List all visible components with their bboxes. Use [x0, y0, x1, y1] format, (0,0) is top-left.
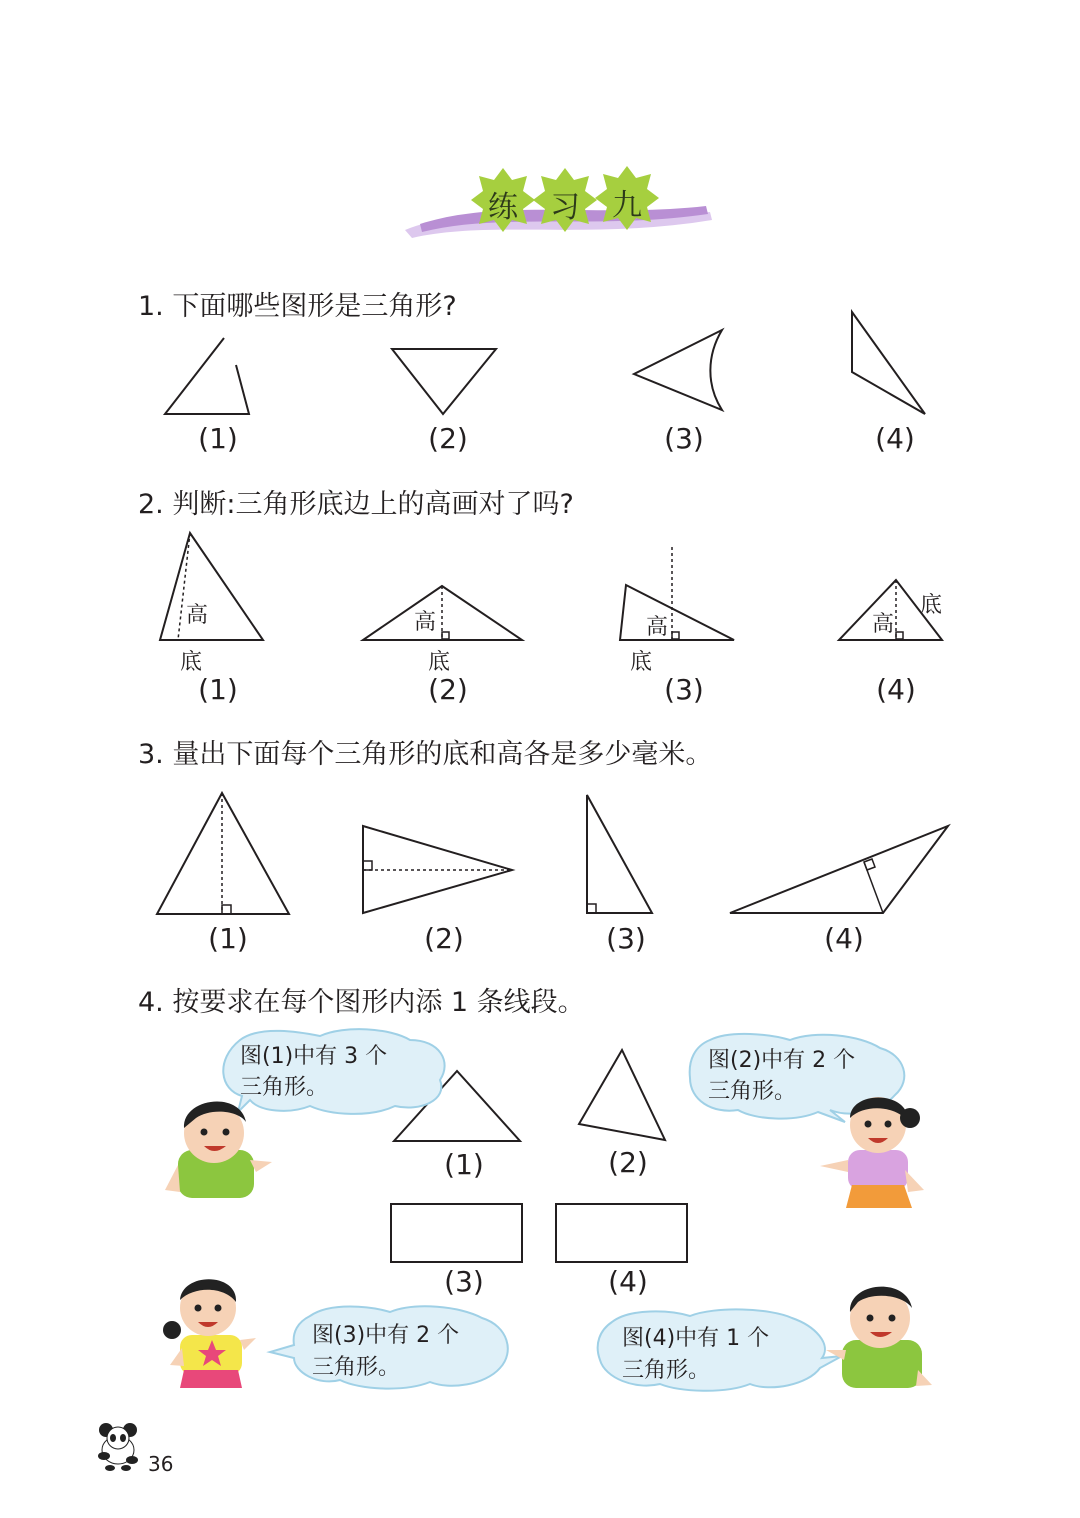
panda-icon	[92, 1420, 144, 1472]
q3-label-3: (3)	[606, 922, 646, 955]
q1-label-4: (4)	[875, 422, 915, 455]
q2-high-1: 高	[186, 603, 209, 628]
q2-base-3: 底	[630, 650, 653, 675]
q1-label-1: (1)	[198, 422, 238, 455]
q1-label-3: (3)	[664, 422, 704, 455]
question-3-title: 3. 量出下面每个三角形的底和高各是多少毫米。	[138, 739, 713, 770]
bubble-2-line2: 三角形。	[708, 1079, 797, 1104]
q1-label-2: (2)	[428, 422, 468, 455]
bubble-4-line1: 图(4)中有 1 个	[622, 1326, 770, 1351]
q2-base-4: 底	[920, 593, 943, 618]
q2-label-2: (2)	[428, 673, 468, 706]
girl-character-2	[163, 1279, 256, 1388]
header-char-2: 习	[550, 190, 580, 225]
header-char-1: 练	[488, 190, 518, 225]
q2-label-3: (3)	[664, 673, 704, 706]
q2-high-3: 高	[646, 615, 669, 640]
question-1-title: 1. 下面哪些图形是三角形?	[138, 291, 457, 322]
q3-label-4: (4)	[824, 922, 864, 955]
q4-label-1: (1)	[444, 1148, 484, 1181]
bubble-3-line1: 图(3)中有 2 个	[312, 1323, 460, 1348]
question-2-title: 2. 判断:三角形底边上的高画对了吗?	[138, 489, 574, 520]
q4-label-2: (2)	[608, 1146, 648, 1179]
bubble-2-line1: 图(2)中有 2 个	[708, 1048, 856, 1073]
q2-base-1: 底	[180, 650, 203, 675]
boy-character-1	[165, 1101, 272, 1198]
q2-high-4: 高	[872, 612, 895, 637]
q2-high-2: 高	[414, 610, 437, 635]
q4-label-4: (4)	[608, 1265, 648, 1298]
bubble-1-line2: 三角形。	[240, 1075, 329, 1100]
question-4-title: 4. 按要求在每个图形内添 1 条线段。	[138, 987, 585, 1018]
q2-base-2: 底	[428, 650, 451, 675]
header-char-3: 九	[612, 188, 642, 223]
boy-character-2	[826, 1287, 932, 1388]
q2-label-4: (4)	[876, 673, 916, 706]
q3-label-1: (1)	[208, 922, 248, 955]
q2-label-1: (1)	[198, 673, 238, 706]
girl-character-1	[820, 1097, 924, 1208]
q4-label-3: (3)	[444, 1265, 484, 1298]
bubble-4-line2: 三角形。	[622, 1358, 711, 1383]
page-number: 36	[148, 1452, 174, 1476]
q3-label-2: (2)	[424, 922, 464, 955]
bubble-3-line2: 三角形。	[312, 1355, 401, 1380]
bubble-1-line1: 图(1)中有 3 个	[240, 1044, 388, 1069]
